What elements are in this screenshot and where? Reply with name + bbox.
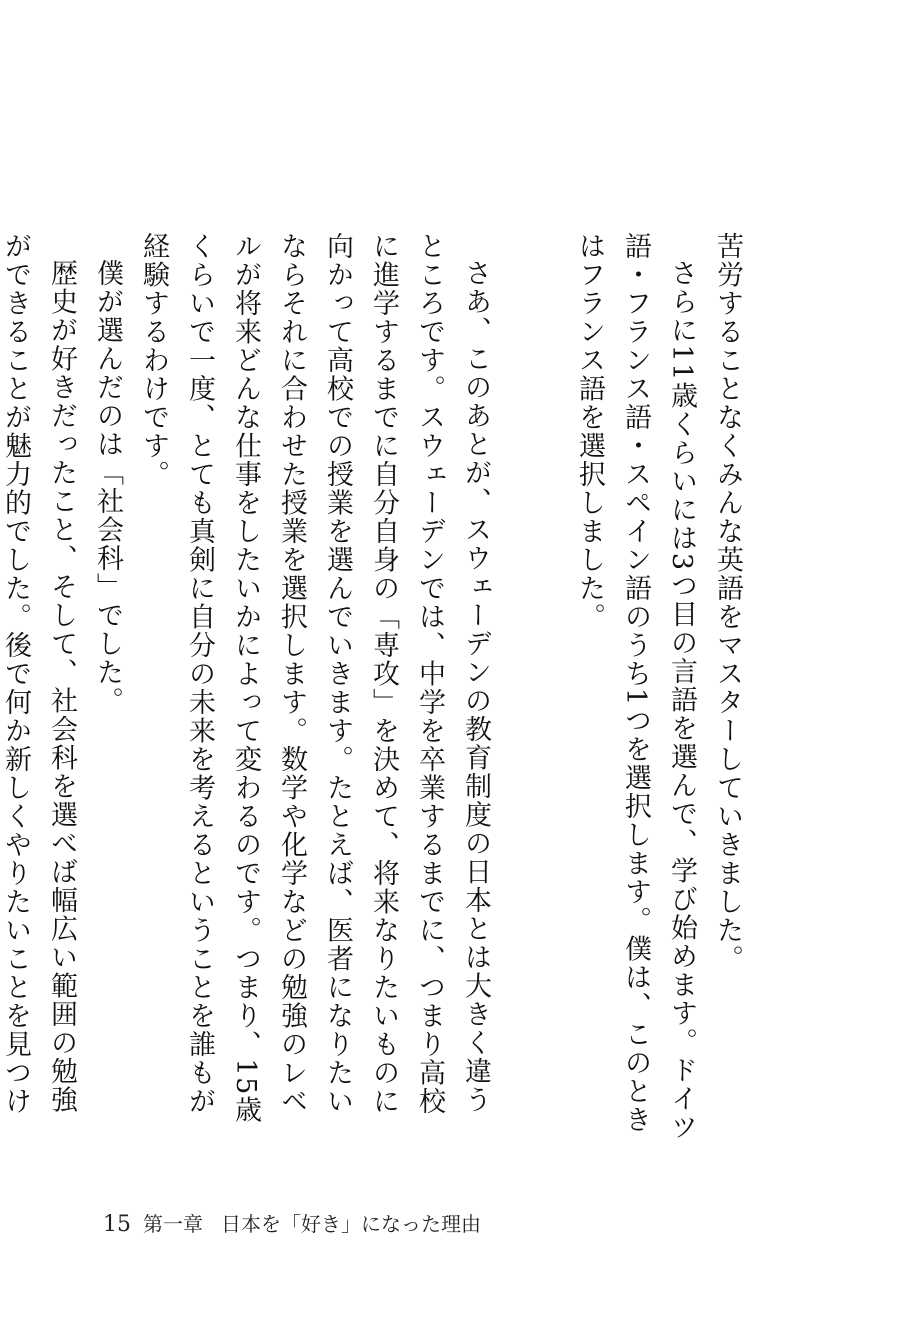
- vertical-body-text: [0, 232, 750, 1142]
- paragraph-5: 歴史が好きだったこと、そして、社会科を選べば幅広い範囲の勉強ができることが魅力的でした。後で何か新しくやりたいことを見つけ: [0, 232, 77, 1116]
- paragraph-4: 僕が選んだのは「社会科」でした。: [92, 259, 123, 715]
- chapter-title: 日本を「好き」になった理由: [221, 1212, 481, 1236]
- paragraph-3: さあ、このあとが、スウェーデンの教育制度の日本とは大きく違うところです。スウェーデンでは、中学を卒業するまでに、つまり高校に進学するまでに自分自身の「専攻」を決めて、将来なりたいものに向かって高校での授業を選んでいきます。たとえば、医者になりたいならそれに合わせた授業を選択します。数学や化学などの勉強のレベルが将来どんな仕事をしたいかによって変わるのです。つまり、15歳くらいで一度、とても真剣に自分の未来を考えるということを誰もが経験するわけです。: [138, 232, 491, 1125]
- chapter-label: 第一章: [143, 1212, 203, 1236]
- paragraph-1: 苦労することなくみんな英語をマスターしていきました。: [712, 232, 743, 973]
- page-footer: [103, 1208, 481, 1238]
- page-number: 15: [103, 1212, 131, 1237]
- paragraph-2: さらに11歳くらいには3つ目の言語を選んで、学び始めます。ドイツ語・フランス語・スペイン語のうち1つを選択します。僕は、このときはフランス語を選択しました。: [574, 232, 697, 1142]
